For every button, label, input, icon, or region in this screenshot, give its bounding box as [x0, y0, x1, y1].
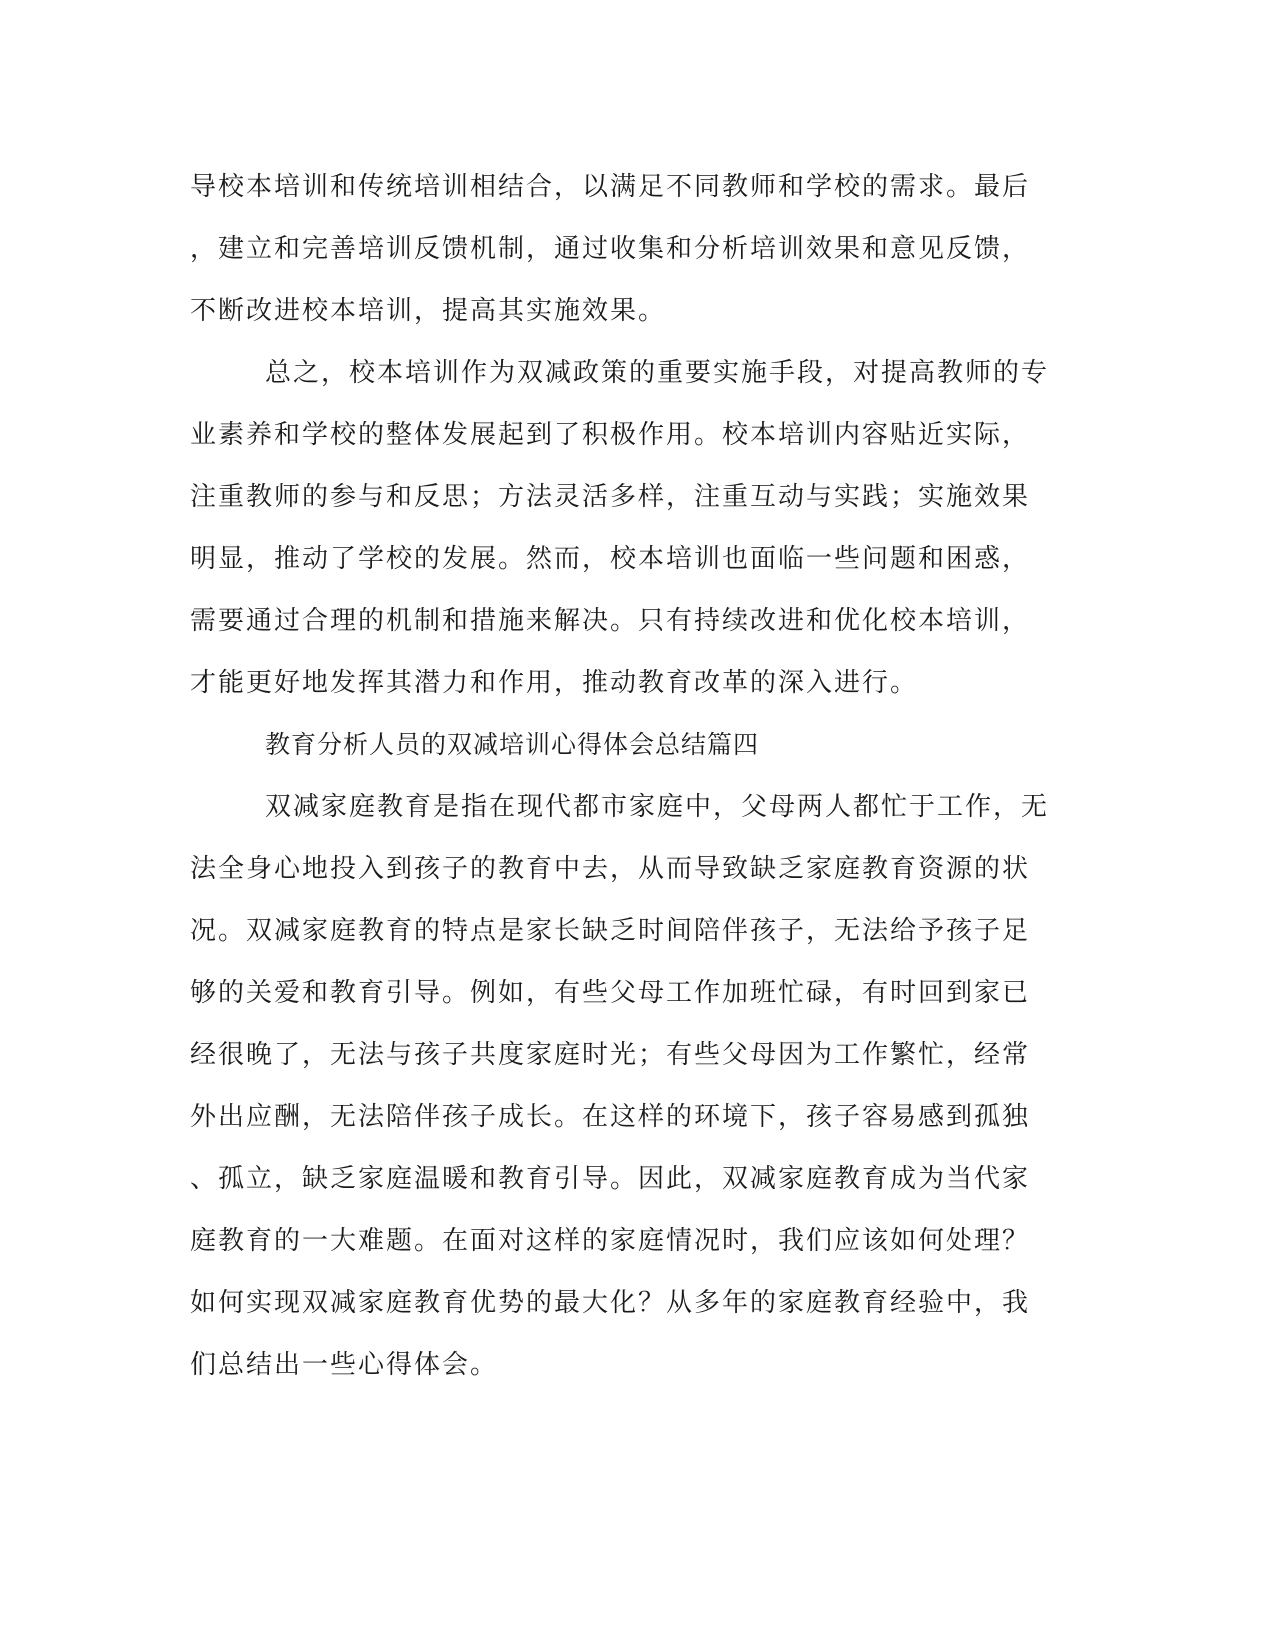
paragraph-3-line-9: 如何实现双减家庭教育优势的最大化？从多年的家庭教育经验中，我 [190, 1288, 1031, 1318]
paragraph-3 [190, 776, 1095, 1396]
paragraph-1 [190, 156, 1095, 342]
paragraph-2-line-2: 业素养和学校的整体发展起到了积极作用。校本培训内容贴近实际， [190, 420, 1031, 450]
paragraph-1-line-1: 导校本培训和传统培训相结合，以满足不同教师和学校的需求。最后 [190, 172, 1031, 202]
paragraph-3-line-5: 经很晚了，无法与孩子共度家庭时光；有些父母因为工作繁忙，经常 [190, 1040, 1031, 1070]
paragraph-3-line-8: 庭教育的一大难题。在面对这样的家庭情况时，我们应该如何处理？ [190, 1226, 1031, 1256]
paragraph-1-line-2: ，建立和完善培训反馈机制，通过收集和分析培训效果和意见反馈， [190, 234, 1031, 264]
paragraph-3-line-6: 外出应酬，无法陪伴孩子成长。在这样的环境下，孩子容易感到孤独 [190, 1102, 1031, 1132]
paragraph-3-line-1: 双减家庭教育是指在现代都市家庭中，父母两人都忙于工作，无 [265, 792, 1050, 822]
paragraph-1-line-3: 不断改进校本培训，提高其实施效果。 [190, 296, 667, 326]
paragraph-3-line-2: 法全身心地投入到孩子的教育中去，从而导致缺乏家庭教育资源的状 [190, 854, 1031, 884]
paragraph-2-line-1: 总之，校本培训作为双减政策的重要实施手段，对提高教师的专 [265, 358, 1050, 388]
paragraph-2-line-3: 注重教师的参与和反思；方法灵活多样，注重互动与实践；实施效果 [190, 482, 1031, 512]
paragraph-3-line-7: 、孤立，缺乏家庭温暖和教育引导。因此，双减家庭教育成为当代家 [190, 1164, 1031, 1194]
document-body [190, 156, 1095, 1396]
paragraph-2-line-4: 明显，推动了学校的发展。然而，校本培训也面临一些问题和困惑， [190, 544, 1031, 574]
paragraph-2-line-5: 需要通过合理的机制和措施来解决。只有持续改进和优化校本培训， [190, 606, 1031, 636]
section-heading: 教育分析人员的双减培训心得体会总结篇四 [265, 730, 760, 759]
paragraph-3-line-4: 够的关爱和教育引导。例如，有些父母工作加班忙碌，有时回到家已 [190, 978, 1031, 1008]
paragraph-3-line-3: 况。双减家庭教育的特点是家长缺乏时间陪伴孩子，无法给予孩子足 [190, 916, 1031, 946]
paragraph-3-line-10: 们总结出一些心得体会。 [190, 1350, 499, 1380]
paragraph-2-line-6: 才能更好地发挥其潜力和作用，推动教育改革的深入进行。 [190, 668, 919, 698]
paragraph-2 [190, 342, 1095, 714]
